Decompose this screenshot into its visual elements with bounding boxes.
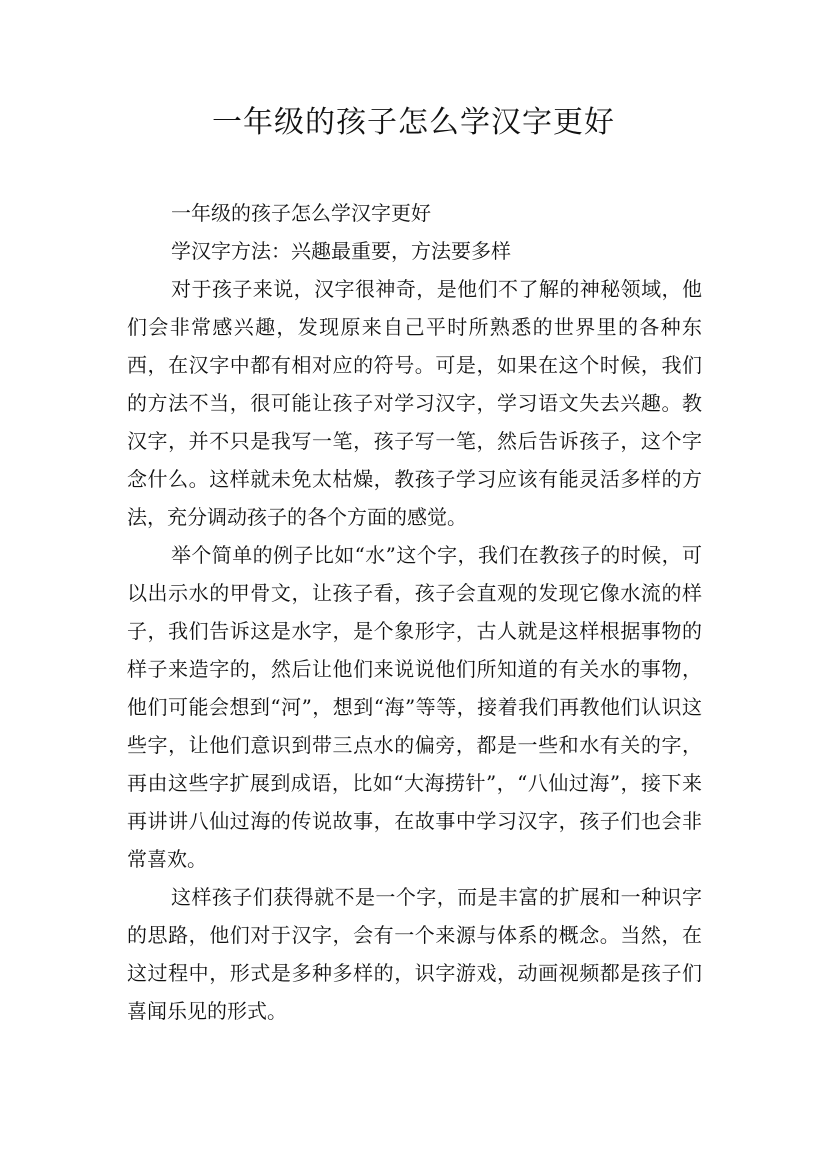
subtitle-line: 一年级的孩子怎么学汉字更好: [171, 201, 431, 225]
paragraph-1: 对于孩子来说，汉字很神奇，是他们不了解的神秘领域，他们会非常感兴趣，发现原来自己平时所熟悉的世界里的各种东西，在汉字中都有相对应的符号。可是，如果在这个时候，我们的方法不当，很可能让孩子对学习汉字，学习语文失去兴趣。教汉字，并不只是我写一笔，孩子写一笔，然后告诉孩子，这个字念什么。这样就未免太枯燥，教孩子学习应该有能灵活多样的方法，充分调动孩子的各个方面的感觉。: [127, 277, 702, 529]
paragraph-3: 这样孩子们获得就不是一个字，而是丰富的扩展和一种识字的思路，他们对于汉字，会有一个来源与体系的概念。当然，在这过程中，形式是多种多样的，识字游戏，动画视频都是孩子们喜闻乐见的形式。: [127, 885, 702, 1023]
paragraph-2: 举个简单的例子比如“水”这个字，我们在教孩子的时候，可以出示水的甲骨文，让孩子看，孩子会直观的发现它像水流的样子，我们告诉这是水字，是个象形字，古人就是这样根据事物的样子来造字的，然后让他们来说说他们所知道的有关水的事物，他们可能会想到“河”，想到“海”等等，接着我们再教他们认识这些字，让他们意识到带三点水的偏旁，都是一些和水有关的字，再由这些字扩展到成语，比如“大海捞针”，“八仙过海”，接下来再讲讲八仙过海的传说故事，在故事中学习汉字，孩子们也会非常喜欢。: [127, 543, 702, 871]
document-title: 一年级的孩子怎么学汉字更好: [212, 105, 615, 140]
document-body: [127, 194, 702, 1030]
section-heading: 学汉字方法：兴趣最重要，方法要多样: [171, 239, 511, 263]
